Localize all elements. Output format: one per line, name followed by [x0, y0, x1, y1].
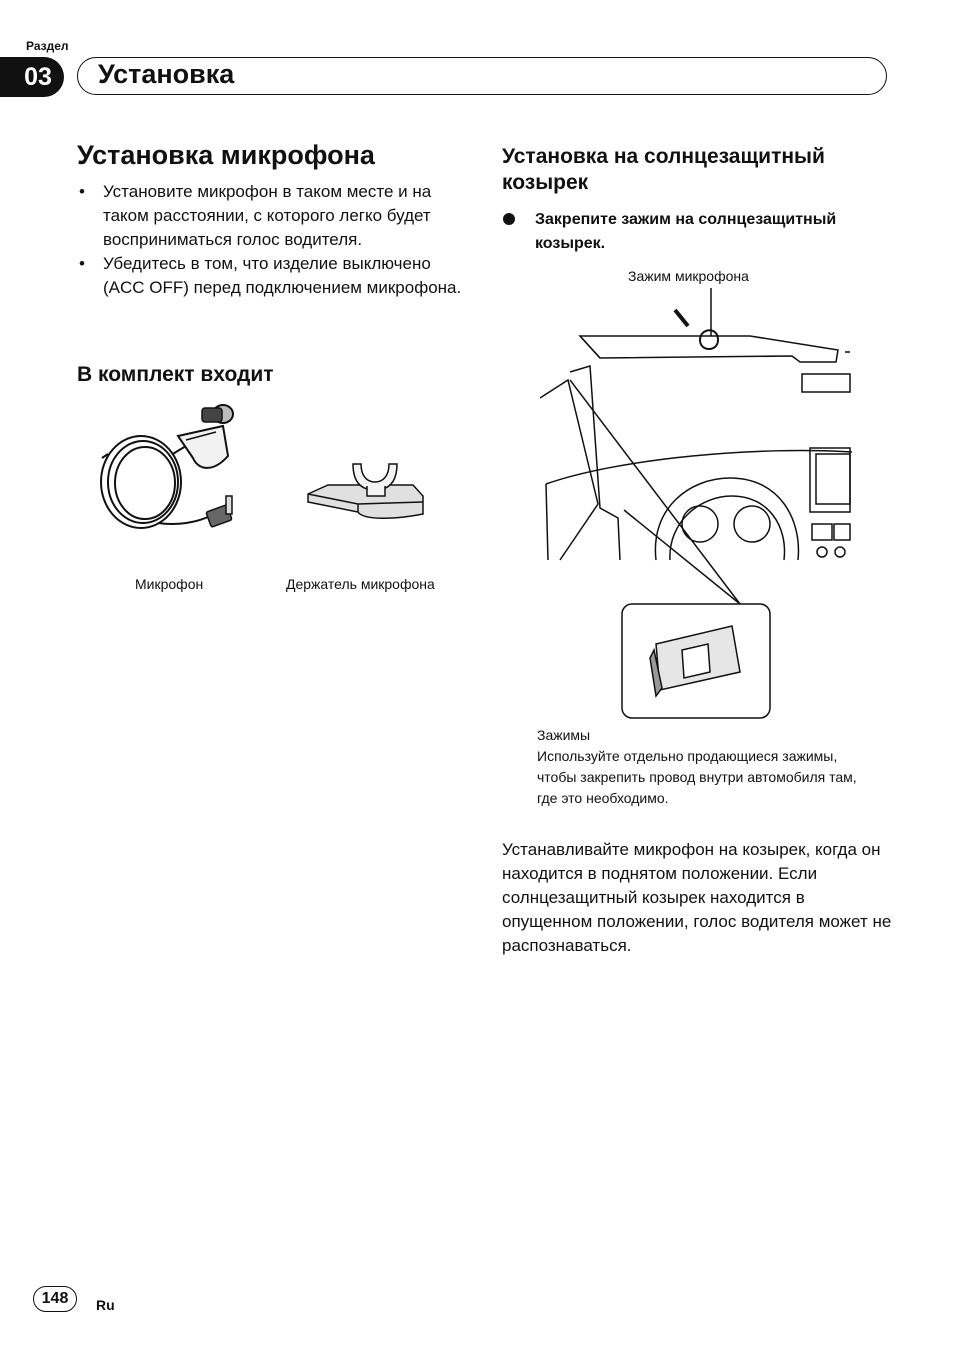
bullet-list: [77, 180, 462, 300]
mic-holder-caption: Держатель микрофона: [286, 576, 435, 592]
microphone-caption: Микрофон: [135, 576, 204, 592]
language-code: Ru: [96, 1297, 115, 1313]
step-text: Закрепите зажим на солнцезащитный козырек.: [535, 211, 837, 252]
clips-title: Зажимы: [537, 727, 591, 743]
clips-description: Используйте отдельно продающиеся зажимы, чтобы закрепить провод внутри автомобиля там, где это необходимо.: [537, 748, 857, 806]
sun-visor-heading: Установка на солнцезащитный козырек: [502, 145, 825, 194]
clips-note: [537, 725, 867, 809]
page-number: 148: [33, 1286, 77, 1312]
section-number-badge: 03: [0, 57, 64, 97]
bullet-item-1: • Установите микрофон в таком месте и на таком расстоянии, с которого легко будет восприниматься голос водителя.: [77, 180, 462, 252]
page-title: Установка микрофона: [77, 140, 375, 170]
bullet-item-2: • Убедитесь в том, что изделие выключено (ACC OFF) перед подключением микрофона.: [77, 252, 462, 300]
step-bullet-icon: [503, 213, 515, 225]
car-interior-illustration: [540, 288, 854, 724]
section-label: Раздел: [26, 39, 69, 53]
mic-holder-illustration: [303, 452, 428, 522]
section-title: Установка: [98, 59, 235, 89]
visor-position-paragraph: Устанавливайте микрофон на козырек, когда он находится в поднятом положении. Если солнцезащитный козырек находится в опущенном положении, голос водителя может не распознаваться.: [502, 840, 892, 955]
microphone-illustration: [98, 398, 248, 538]
step-instruction: [503, 208, 868, 256]
kit-heading: В комплект входит: [77, 363, 274, 386]
mic-clip-label: Зажим микрофона: [628, 268, 749, 284]
